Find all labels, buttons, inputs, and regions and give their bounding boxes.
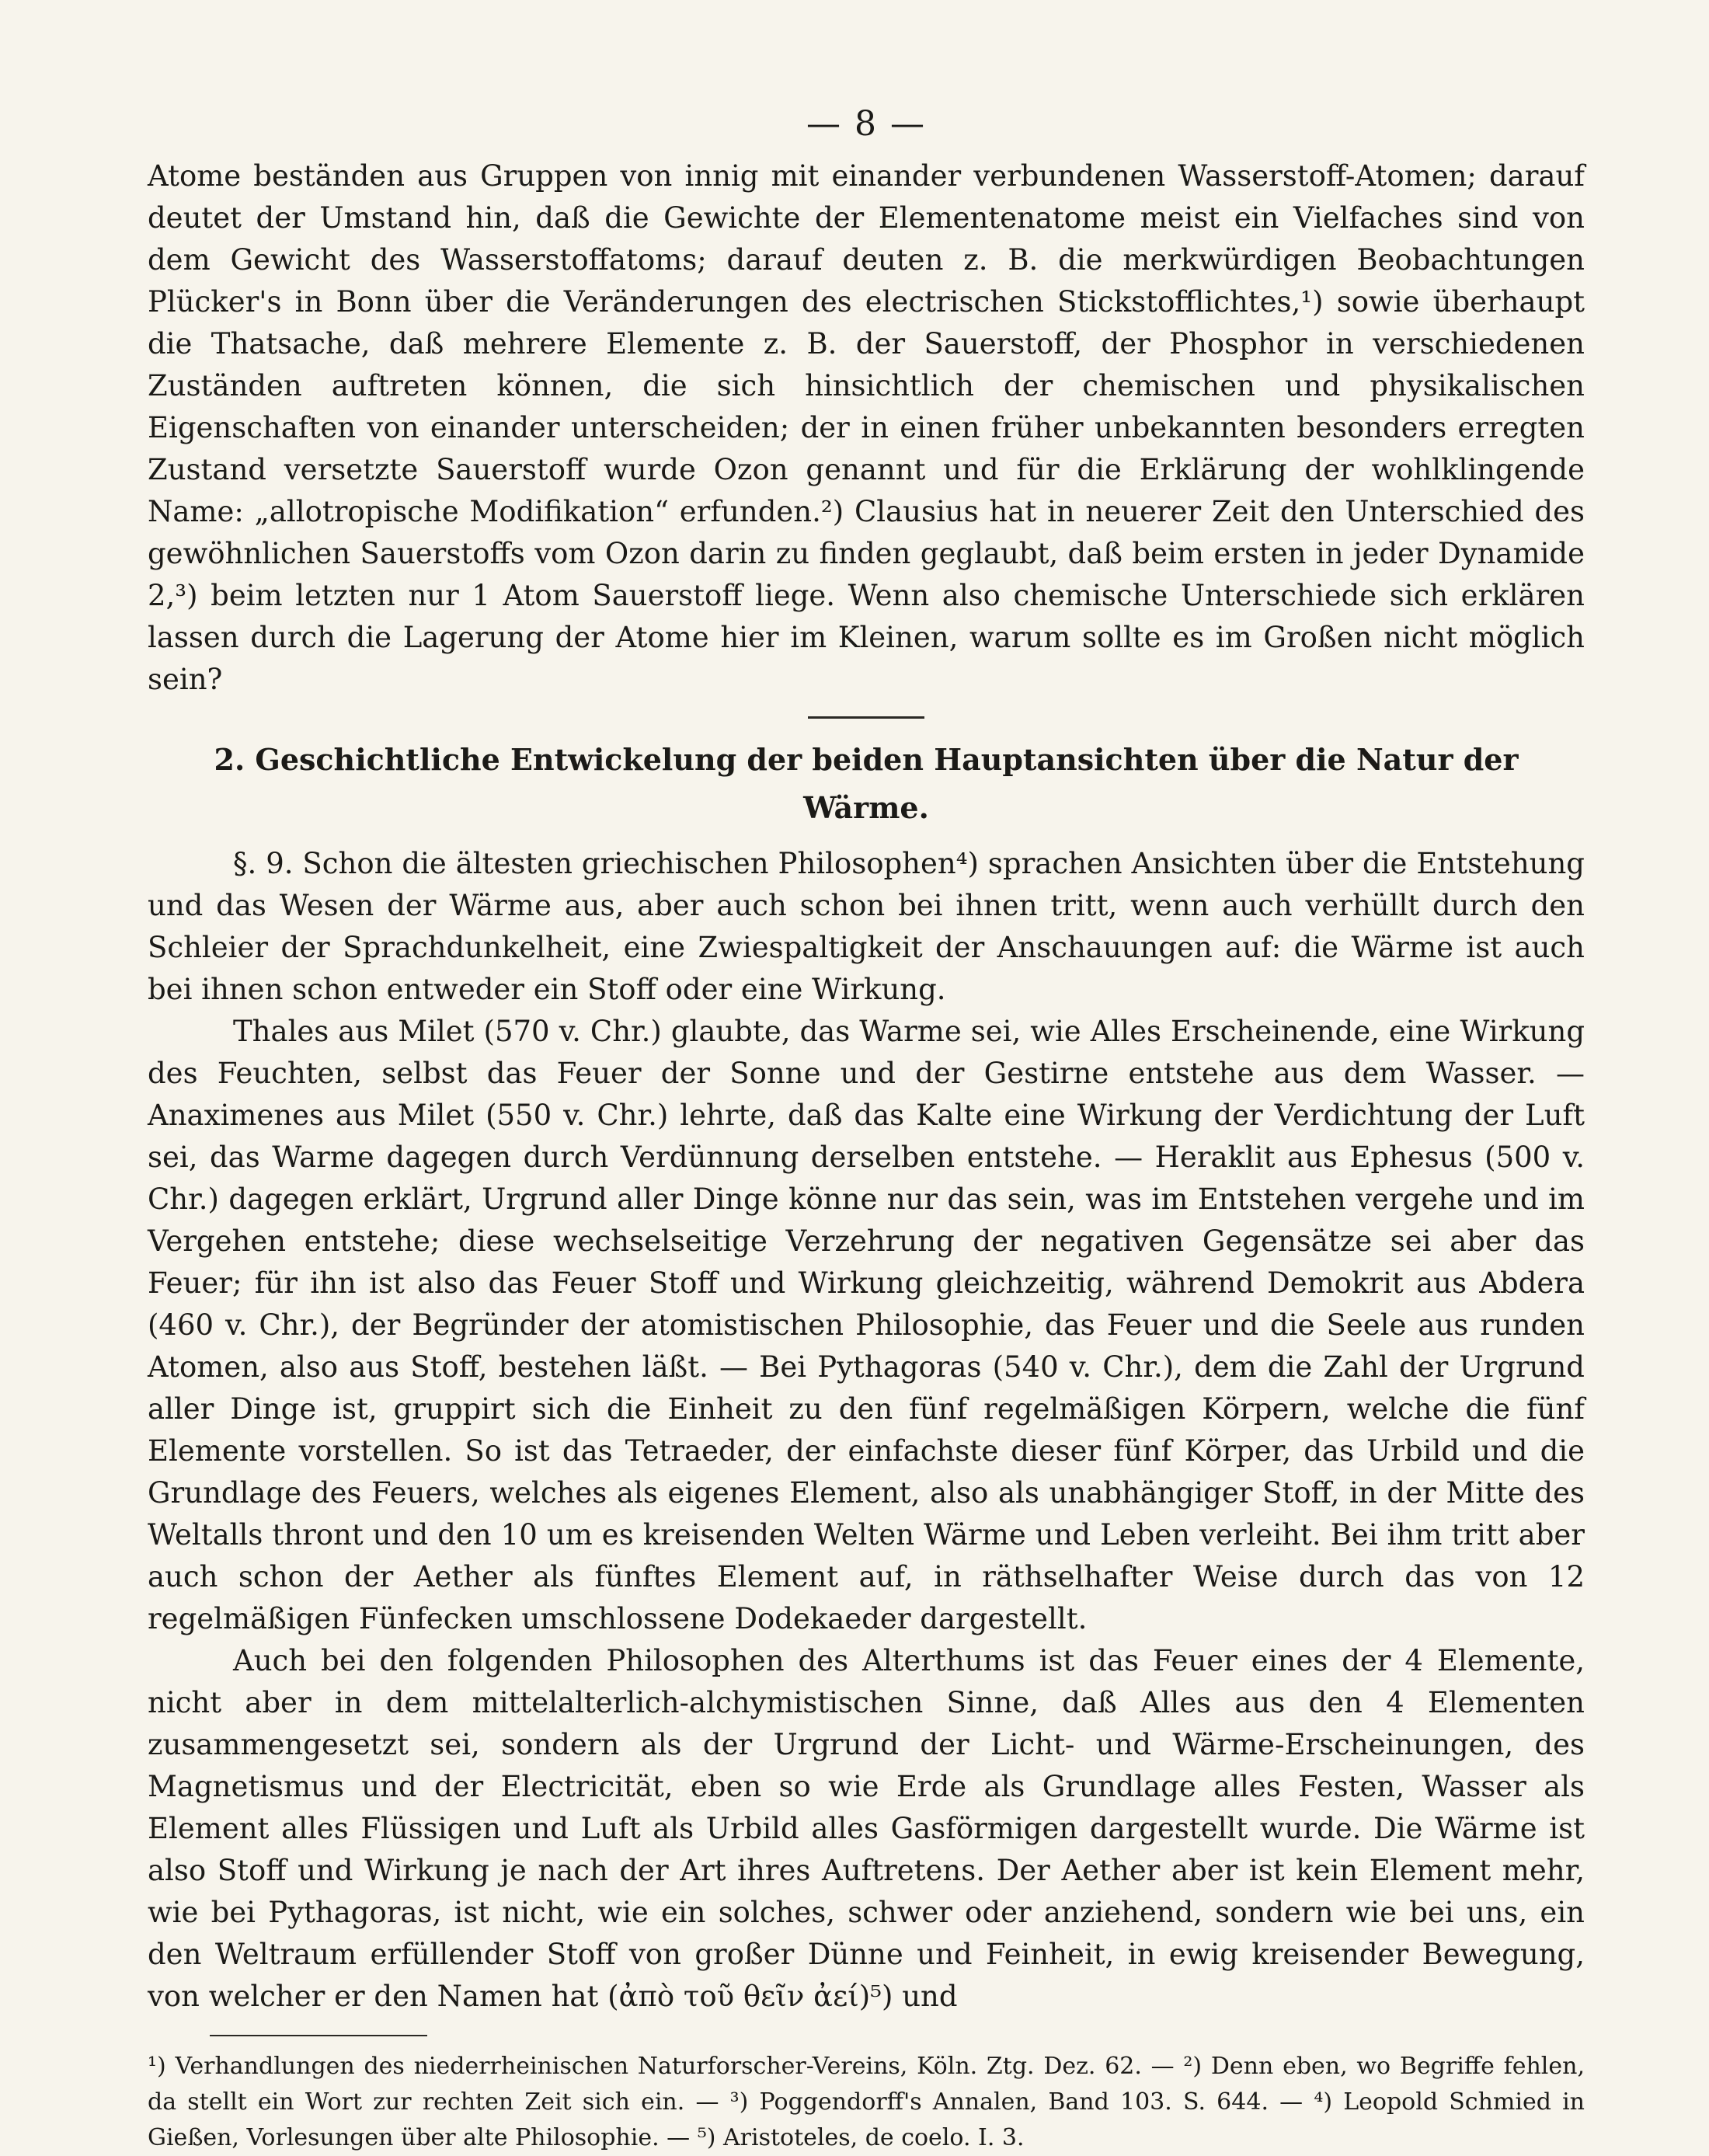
- paragraph-atoms: Atome beständen aus Gruppen von innig mit einander verbundenen Wasserstoff-Atomen; darauf deutet der Umstand hin, daß die Gewichte der Elementenatome meist ein Vielfaches sind von dem Gewicht des Wasserstoffatoms; darauf deuten z. B. die merkwürdigen Beobachtungen Plücker's in Bonn über die Veränderungen des electrischen Stickstofflichtes,¹) sowie überhaupt die Thatsache, daß mehrere Elemente z. B. der Sauerstoff, der Phosphor in verschiedenen Zuständen auftreten können, die sich hinsichtlich der chemischen und physikalischen Eigenschaften von einander unterscheiden; der in einen früher unbekannten besonders erregten Zustand versetzte Sauerstoff wurde Ozon genannt und für die Erklärung der wohlklingende Name: „allotropische Modifikation“ erfunden.²) Clausius hat in neuerer Zeit den Unterschied des gewöhnlichen Sauerstoffs vom Ozon darin zu finden geglaubt, daß beim ersten in jeder Dynamide 2,³) beim letzten nur 1 Atom Sauerstoff liege. Wenn also chemische Unterschiede sich erklären lassen durch die Lagerung der Atome hier im Kleinen, warum sollte es im Großen nicht möglich sein?: [148, 159, 1585, 696]
- paragraph-section-9: §. 9. Schon die ältesten griechischen Philosophen⁴) sprachen Ansichten über die Entstehung und das Wesen der Wärme aus, aber auch schon bei ihnen tritt, wenn auch verhüllt durch den Schleier der Sprachdunkelheit, eine Zwiespaltigkeit der Anschauungen auf: die Wärme ist auch bei ihnen schon entweder ein Stoff oder eine Wirkung.: [148, 847, 1585, 1006]
- body-text: [148, 155, 1585, 2018]
- footnotes: ¹) Verhandlungen des niederrheinischen Naturforscher-Vereins, Köln. Ztg. Dez. 62. — ²) Denn eben, wo Begriffe fehlen, da stellt ein Wort zur rechten Zeit sich ein. — ³) Poggendorff's Annalen, Band 103. S. 644. — ⁴) Leopold Schmied in Gießen, Vorlesungen über alte Philosophie. — ⁵) Aristoteles, de coelo. I. 3.: [148, 2053, 1585, 2151]
- page-number: — 8 —: [806, 104, 926, 144]
- paragraph-greek-philosophers: Thales aus Milet (570 v. Chr.) glaubte, das Warme sei, wie Alles Erscheinende, eine Wirkung des Feuchten, selbst das Feuer der Sonne und der Gestirne entstehe aus dem Wasser. — Anaximenes aus Milet (550 v. Chr.) lehrte, daß das Kalte eine Wirkung der Verdichtung der Luft sei, das Warme dagegen durch Verdünnung derselben entstehe. — Heraklit aus Ephesus (500 v. Chr.) dagegen erklärt, Urgrund aller Dinge könne nur das sein, was im Entstehen vergehe und im Vergehen entstehe; diese wechselseitige Verzehrung der negativen Gegensätze sei aber das Feuer; für ihn ist also das Feuer Stoff und Wirkung gleichzeitig, während Demokrit aus Abdera (460 v. Chr.), der Begründer der atomistischen Philosophie, das Feuer und die Seele aus runden Atomen, also aus Stoff, bestehen läßt. — Bei Pythagoras (540 v. Chr.), dem die Zahl der Urgrund aller Dinge ist, gruppirt sich die Einheit zu den fünf regelmäßigen Körpern, welche die fünf Elemente vorstellen. So ist das Tetraeder, der einfachste dieser fünf Körper, das Urbild und die Grundlage des Feuers, welches als eigenes Element, also als unabhängiger Stoff, in der Mitte des Weltalls thront und den 10 um es kreisenden Welten Wärme und Leben verleiht. Bei ihm tritt aber auch schon der Aether als fünftes Element auf, in räthselhafter Weise durch das von 12 regelmäßigen Fünfecken umschlossene Dodekaeder dargestellt.: [148, 1015, 1585, 1635]
- section-divider: [808, 716, 924, 719]
- section-heading: 2. Geschichtliche Entwickelung der beiden Hauptansichten über die Natur der Wärme.: [214, 742, 1519, 825]
- paragraph-later-philosophers: Auch bei den folgenden Philosophen des Alterthums ist das Feuer eines der 4 Elemente, nicht aber in dem mittelalterlich-alchymistischen Sinne, daß Alles aus den 4 Elementen zusammengesetzt sei, sondern als der Urgrund der Licht- und Wärme-Erscheinungen, des Magnetismus und der Electricität, eben so wie Erde als Grundlage alles Festen, Wasser als Element alles Flüssigen und Luft als Urbild alles Gasförmigen dargestellt wurde. Die Wärme ist also Stoff und Wirkung je nach der Art ihres Auftretens. Der Aether aber ist kein Element mehr, wie bei Pythagoras, ist nicht, wie ein solches, schwer oder anziehend, sondern wie bei uns, ein den Weltraum erfüllender Stoff von großer Dünne und Feinheit, in ewig kreisender Bewegung, von welcher er den Namen hat (ἀπὸ τοῦ θεῖν ἀεί)⁵) und: [148, 1644, 1585, 2013]
- book-page: [148, 101, 1585, 2151]
- footnote-divider: [210, 2035, 427, 2036]
